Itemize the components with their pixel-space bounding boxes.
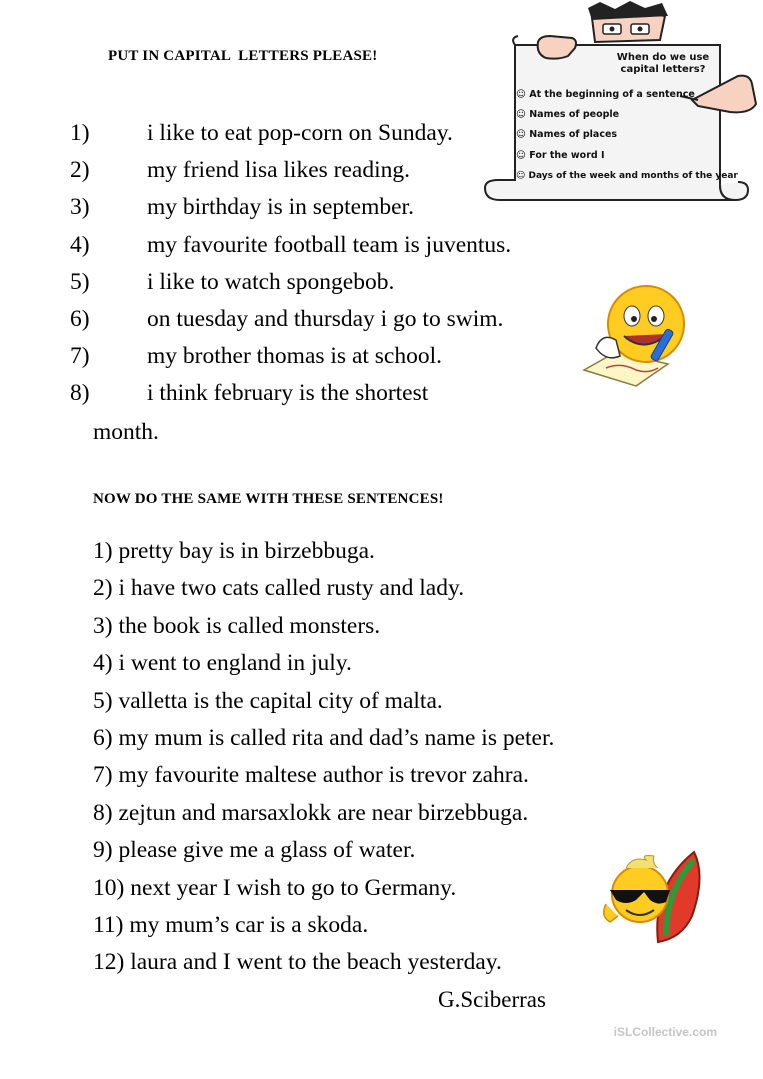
info-item: ☺ Days of the week and months of the year — [516, 171, 738, 181]
list-item: 5) valletta is the capital city of malta. — [93, 687, 443, 714]
list-item: 6) my mum is called rita and dad’s name is peter. — [93, 724, 555, 751]
list-item: 2) i have two cats called rusty and lady. — [93, 575, 465, 602]
list-item: 4) i went to england in july. — [93, 650, 352, 677]
list-item: 2) my friend lisa likes reading. — [70, 157, 410, 184]
list-item: 6) on tuesday and thursday i go to swim. — [70, 305, 504, 332]
list-item: 9) please give me a glass of water. — [93, 837, 416, 864]
list-item: 7) my favourite maltese author is trevor zahra. — [93, 762, 529, 789]
info-item: ☺ For the word I — [516, 150, 605, 161]
surfer-smiley-icon — [596, 846, 708, 946]
list-item: 3) the book is called monsters. — [93, 612, 381, 639]
teacher-cartoon-icon — [480, 0, 763, 215]
info-item: ☺ Names of people — [516, 109, 620, 120]
info-item: ☺ At the beginning of a sentence — [516, 89, 695, 100]
exercise-1-list — [70, 118, 512, 416]
writing-smiley-icon — [576, 282, 691, 390]
list-item: 8) zejtun and marsaxlokk are near birzebbuga. — [93, 799, 529, 826]
list-item: 3) my birthday is in september. — [70, 194, 414, 221]
list-item: 11) my mum’s car is a skoda. — [93, 911, 369, 938]
section-2-heading: NOW DO THE SAME WITH THESE SENTENCES! — [93, 491, 444, 507]
exercise-2-list — [93, 536, 554, 985]
list-item: 1) pretty bay is in birzebbuga. — [93, 538, 375, 564]
list-item: 12) laura and I went to the beach yesterday. — [93, 949, 502, 976]
worksheet-title: PUT IN CAPITAL LETTERS PLEASE! — [108, 48, 378, 64]
list-item: 4) my favourite football team is juventus. — [70, 231, 512, 258]
info-item: ☺ Names of places — [516, 129, 618, 140]
list-item-continuation: month. — [93, 419, 159, 445]
list-item: 10) next year I wish to go to Germany. — [93, 874, 457, 901]
list-item: 1) i like to eat pop-corn on Sunday. — [70, 120, 453, 146]
info-box-title: When do we use capital letters? — [616, 52, 710, 75]
list-item: 8) i think february is the shortest — [70, 380, 429, 407]
watermark: iSLCollective.com — [613, 1025, 717, 1039]
list-item: 5) i like to watch spongebob. — [70, 268, 395, 295]
list-item: 7) my brother thomas is at school. — [70, 343, 443, 370]
capital-letters-info-box — [480, 0, 763, 215]
author-signature: G.Sciberras — [438, 987, 546, 1012]
